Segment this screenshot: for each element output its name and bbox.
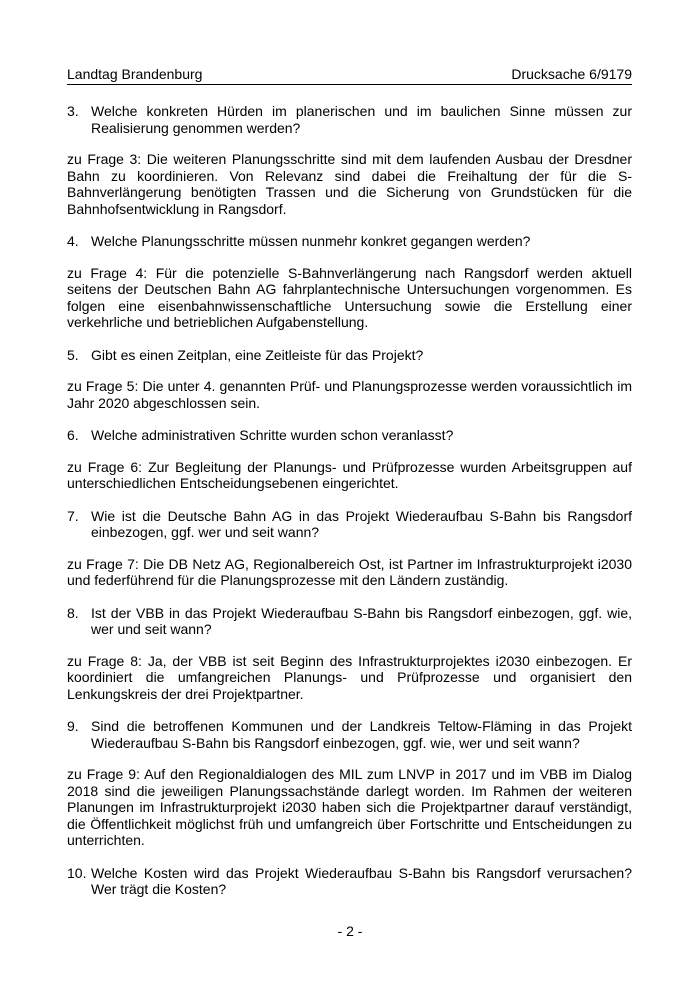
answer-6: zu Frage 6: Zur Begleitung der Planungs- und Prüfprozesse wurden Arbeitsgruppen auf unterschiedlichen Entscheidungsebenen eingerichtet. — [67, 458, 632, 491]
question-number: 3. — [67, 103, 79, 119]
question-4 — [67, 233, 632, 250]
question-text: Gibt es einen Zeitplan, eine Zeitleiste für das Projekt? — [91, 346, 424, 363]
document-page — [67, 66, 632, 913]
answer-5: zu Frage 5: Die unter 4. genannten Prüf- und Planungsprozesse werden voraussichtlich im Jahr 2020 abgeschlossen sein. — [67, 378, 632, 411]
question-text: Welche konkreten Hürden im planerischen und im baulichen Sinne müssen zur Realisierung genommen werden? — [91, 103, 632, 136]
question-number: 4. — [67, 233, 79, 249]
header-left: Landtag Brandenburg — [67, 66, 203, 82]
question-3 — [67, 103, 632, 136]
question-number: 7. — [67, 507, 79, 524]
header-right: Drucksache 6/9179 — [511, 66, 632, 82]
question-number: 6. — [67, 427, 79, 443]
question-number: 8. — [67, 604, 79, 621]
question-6 — [67, 427, 632, 444]
answer-7: zu Frage 7: Die DB Netz AG, Regionalbereich Ost, ist Partner im Infrastrukturprojekt i2030 und federführend für die Planungsprozesse mit den Ländern zuständig. — [67, 555, 632, 588]
question-text: Welche Kosten wird das Projekt Wiederaufbau S-Bahn bis Rangsdorf verursachen? Wer trägt die Kosten? — [91, 864, 632, 897]
question-9 — [67, 718, 632, 751]
question-text: Welche administrativen Schritte wurden schon veranlasst? — [91, 427, 454, 443]
question-number: 9. — [67, 718, 79, 734]
answer-9: zu Frage 9: Auf den Regionaldialogen des MIL zum LNVP in 2017 und im VBB im Dialog 2018 sind die jeweiligen Planungssachstände darlegt worden. Im Rahmen der weiteren Planungen im Infrastrukturprojekt i2030 haben sich die Projektpartner darauf verständigt, die Öffentlichkeit möglichst früh und umfangreich über Fortschritte und Entscheidungen zu unterrichten. — [67, 766, 632, 848]
answer-8: zu Frage 8: Ja, der VBB ist seit Beginn des Infrastrukturprojektes i2030 einbezogen. Er koordiniert die umfangreichen Planungs- und Prüfprozesse und organisiert den Lenkungskreis der drei Projektpartner. — [67, 652, 632, 702]
question-8 — [67, 605, 632, 638]
question-text: Sind die betroffenen Kommunen und der Landkreis Teltow-Fläming in das Projekt Wiederaufbau S-Bahn bis Rangsdorf einbezogen, ggf. wie, wer und seit wann? — [91, 718, 632, 751]
question-number: 5. — [67, 346, 79, 363]
question-text: Wie ist die Deutsche Bahn AG in das Projekt Wiederaufbau S-Bahn bis Rangsdorf einbezogen, ggf. wer und seit wann? — [91, 507, 632, 540]
answer-3: zu Frage 3: Die weiteren Planungsschritte sind mit dem laufenden Ausbau der Dresdner Bahn zu koordinieren. Von Relevanz sind dabei die Freihaltung der für die S-Bahnverlängerung benötigten Trassen und die Sicherung von Grundstücken für die Bahnhofsentwicklung in Rangsdorf. — [67, 151, 632, 217]
document-content — [67, 103, 632, 898]
page-number: - 2 - — [337, 923, 363, 939]
question-number: 10. — [67, 864, 87, 881]
question-7 — [67, 508, 632, 541]
answer-4: zu Frage 4: Für die potenzielle S-Bahnverlängerung nach Rangsdorf werden aktuell seitens der Deutschen Bahn AG fahrplantechnische Untersuchungen vorgenommen. Es folgen eine eisenbahnwissenschaftliche Untersuchung sowie die Erstellung einer verkehrliche und betrieblichen Aufgabenstellung. — [67, 264, 632, 330]
page-header — [67, 66, 632, 85]
question-text: Welche Planungsschritte müssen nunmehr konkret gegangen werden? — [91, 233, 531, 249]
question-text: Ist der VBB in das Projekt Wiederaufbau S-Bahn bis Rangsdorf einbezogen, ggf. wie, wer und seit wann? — [91, 604, 632, 637]
question-5 — [67, 347, 632, 364]
question-10 — [67, 865, 632, 898]
